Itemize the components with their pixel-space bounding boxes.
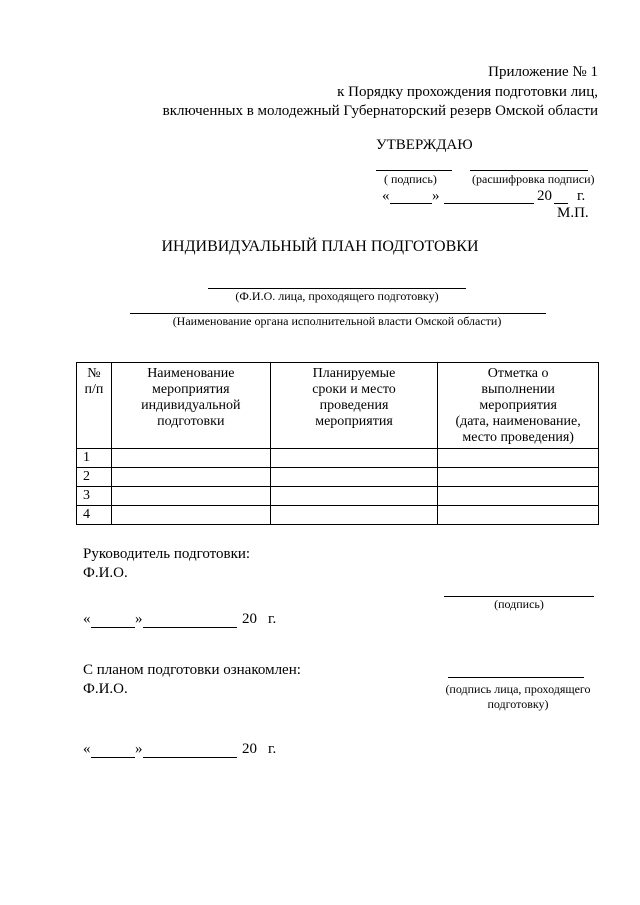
- acquainted-month-line: [143, 757, 237, 758]
- cell-completion-mark[interactable]: [438, 506, 599, 525]
- acquainted-day-line: [91, 757, 135, 758]
- cell-planned-time[interactable]: [270, 449, 438, 468]
- table-row: [77, 506, 599, 525]
- cell-completion-mark[interactable]: [438, 468, 599, 487]
- cell-planned-time[interactable]: [270, 487, 438, 506]
- approve-year-prefix: 20: [537, 188, 552, 204]
- approve-year-suffix: г.: [577, 188, 586, 204]
- document-title: ИНДИВИДУАЛЬНЫЙ ПЛАН ПОДГОТОВКИ: [161, 238, 479, 255]
- fio-caption: (Ф.И.О. лица, проходящего подготовку): [235, 289, 439, 303]
- cell-event-name[interactable]: [111, 487, 270, 506]
- stamp-mark: М.П.: [557, 205, 589, 221]
- supervisor-label: Руководитель подготовки:: [83, 546, 251, 562]
- signature-label: ( подпись): [384, 172, 437, 186]
- appendix-number: Приложение № 1: [488, 64, 598, 80]
- cell-completion-mark[interactable]: [438, 449, 599, 468]
- row-number: 2: [77, 468, 112, 487]
- approve-title: УТВЕРЖДАЮ: [376, 137, 473, 153]
- supervisor-date-close: »: [135, 611, 143, 627]
- cell-event-name[interactable]: [111, 506, 270, 525]
- cell-planned-time[interactable]: [270, 468, 438, 487]
- supervisor-date-open: «: [83, 611, 91, 627]
- supervisor-signature-caption: (подпись): [494, 597, 544, 611]
- signature-line: [376, 170, 452, 171]
- table-row: [77, 468, 599, 487]
- approve-date-open: «: [382, 188, 390, 204]
- organ-caption: (Наименование органа исполнительной власти Омской области): [172, 314, 502, 328]
- row-number: 3: [77, 487, 112, 506]
- approve-month-line: [444, 203, 534, 204]
- row-number: 1: [77, 449, 112, 468]
- acquainted-year: 20: [242, 741, 257, 757]
- cell-completion-mark[interactable]: [438, 487, 599, 506]
- table-row: [77, 449, 599, 468]
- supervisor-day-line: [91, 627, 135, 628]
- supervisor-fio: Ф.И.О.: [83, 565, 128, 581]
- acquainted-date-close: »: [135, 741, 143, 757]
- appendix-line-3: включенных в молодежный Губернаторский резерв Омской области: [162, 103, 598, 119]
- header-event-name: Наименование мероприятия индивидуальной подготовки: [111, 363, 270, 449]
- approve-year-line: [554, 203, 568, 204]
- acquainted-date-open: «: [83, 741, 91, 757]
- acquainted-fio: Ф.И.О.: [83, 681, 128, 697]
- acquainted-signature-caption-2: подготовку): [487, 697, 549, 711]
- signature-decode-label: (расшифровка подписи): [472, 172, 595, 186]
- supervisor-year-suffix: г.: [268, 611, 277, 627]
- acquainted-year-suffix: г.: [268, 741, 277, 757]
- cell-event-name[interactable]: [111, 449, 270, 468]
- supervisor-month-line: [143, 627, 237, 628]
- header-completion-mark: Отметка о выполнении мероприятия (дата, наименование, место проведения): [438, 363, 599, 449]
- signature-decode-line: [470, 170, 588, 171]
- supervisor-year: 20: [242, 611, 257, 627]
- plan-table: [76, 362, 599, 525]
- cell-planned-time[interactable]: [270, 506, 438, 525]
- acquainted-signature-caption-1: (подпись лица, проходящего: [445, 682, 591, 696]
- approve-day-line: [390, 203, 432, 204]
- table-header-row: [77, 363, 599, 449]
- row-number: 4: [77, 506, 112, 525]
- header-number: № п/п: [77, 363, 112, 449]
- cell-event-name[interactable]: [111, 468, 270, 487]
- acquainted-signature-line: [448, 677, 584, 678]
- acquainted-label: С планом подготовки ознакомлен:: [83, 662, 301, 678]
- approve-date-close: »: [432, 188, 440, 204]
- table-row: [77, 487, 599, 506]
- header-planned-time: Планируемые сроки и место проведения мероприятия: [270, 363, 438, 449]
- appendix-line-2: к Порядку прохождения подготовки лиц,: [337, 84, 598, 100]
